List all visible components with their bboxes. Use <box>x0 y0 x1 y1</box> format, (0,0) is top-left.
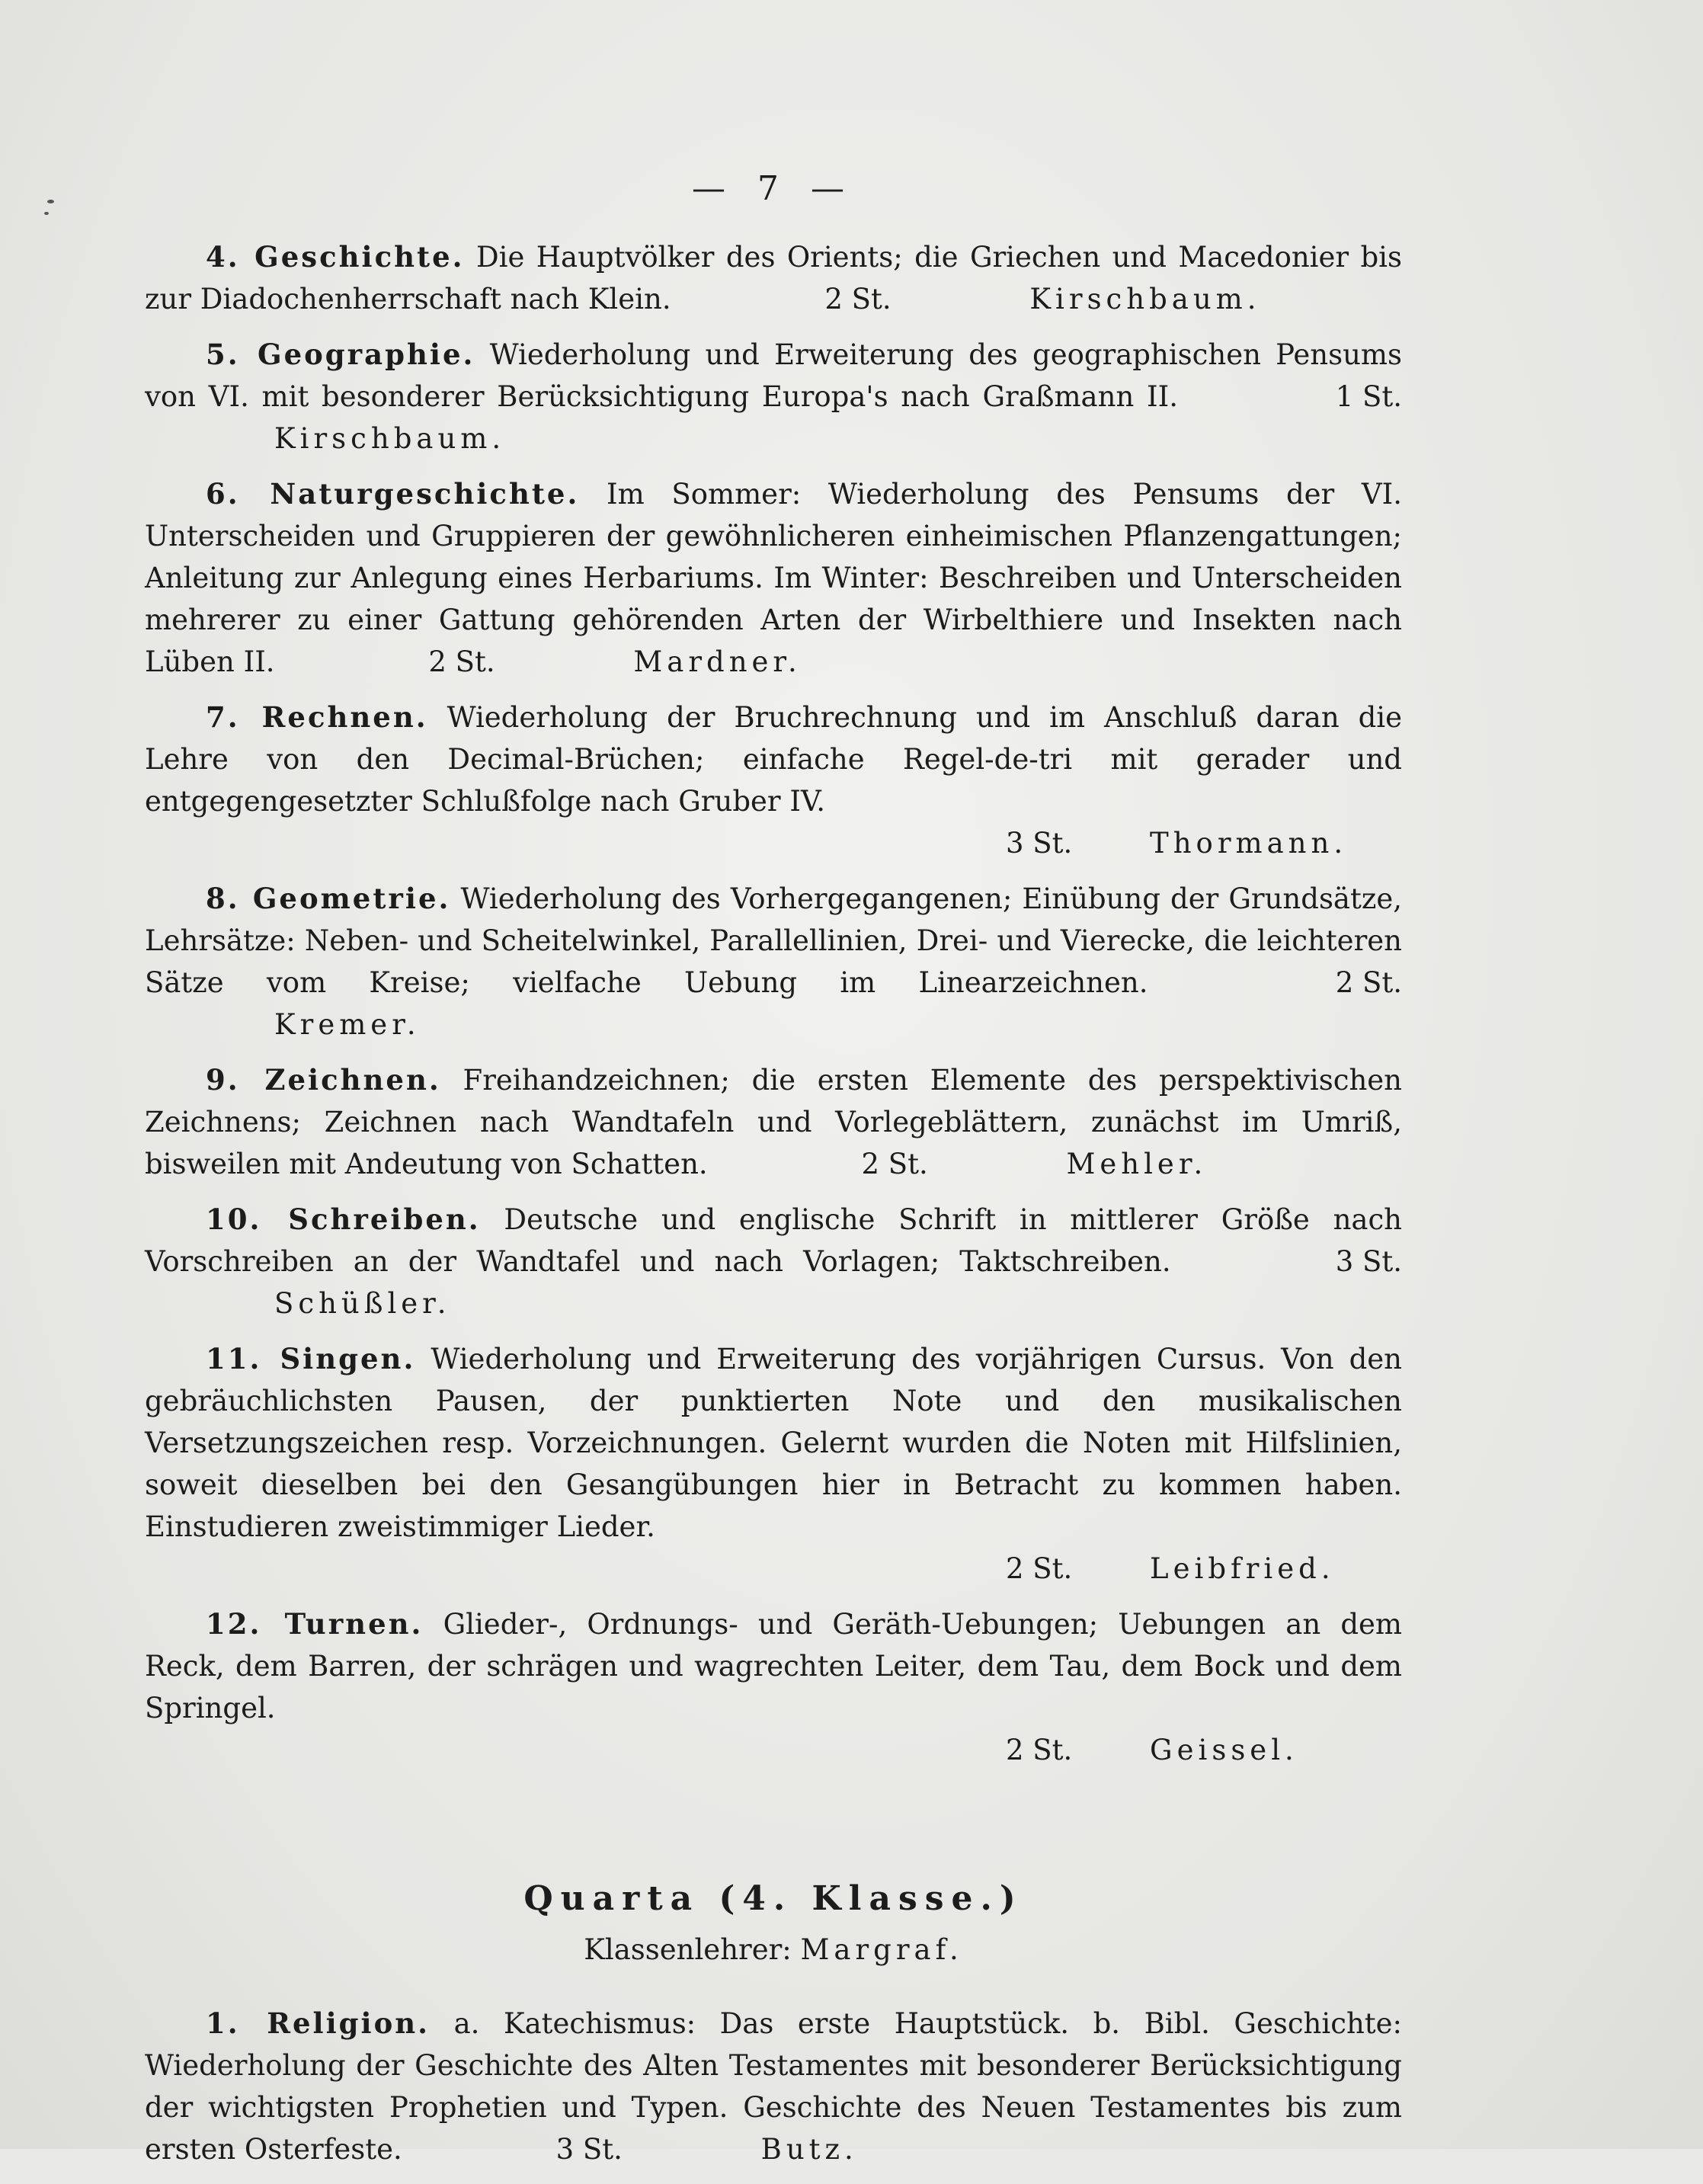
entry-text: Im Sommer: Wiederholung des Pensums der VI. Unterscheiden und Gruppieren der gewöhnlicheren einheimischen Pflanzengattungen; Anleitung zur Anlegung eines Herbariums. Im Winter: Beschreiben und Unterscheiden mehrerer zu einer Gattung gehörenden Arten der Wirbelthiere und Insekten nach Lüben II. <box>145 478 1402 678</box>
entry-rechnen <box>145 697 1402 864</box>
entry-text: Wiederholung und Erweiterung des geographischen Pensums von VI. mit besonderer Berücksichtigung Europa's nach Graßmann II. <box>145 338 1402 413</box>
class-teacher <box>145 1929 1402 1971</box>
entry-schreiben <box>145 1199 1402 1324</box>
entry-hours: 1 St. <box>1335 380 1403 413</box>
entry-teacher: Schüßler. <box>274 1287 451 1320</box>
entry-teacher: Mehler. <box>1066 1148 1208 1180</box>
entry-hours: 3 St. <box>555 2133 623 2166</box>
entry-singen <box>145 1338 1402 1590</box>
entry-meta <box>145 822 1402 864</box>
entry-subject: 12. Turnen. <box>206 1607 424 1641</box>
entry-zeichnen <box>145 1059 1402 1185</box>
entry-religion <box>145 2003 1402 2170</box>
entry-hours: 3 St. <box>1335 1245 1402 1278</box>
entry-teacher: Leibfried. <box>1150 1552 1335 1585</box>
document-body <box>145 236 1402 2184</box>
entry-text: a. Katechismus: Das erste Hauptstück. b. Bibl. Geschichte: Wiederholung der Geschichte des Alten Testamentes mit besonderer Berücksichtigung der wichtigsten Prophetien und Typen. Geschichte des Neuen Testamentes bis zum ersten Osterfeste. <box>145 2007 1403 2166</box>
entry-geschichte <box>145 236 1402 320</box>
entry-hours: 2 St. <box>1006 1734 1073 1766</box>
entry-hours: 2 St. <box>1006 1552 1073 1585</box>
entry-teacher: Kirschbaum. <box>274 422 506 455</box>
entry-subject: 9. Zeichnen. <box>206 1063 441 1097</box>
entry-text: Deutsche und englische Schrift in mittlerer Größe nach Vorschreiben an der Wandtafel und nach Vorlagen; Taktschreiben. <box>145 1203 1403 1278</box>
entry-teacher: Kirschbaum. <box>1029 283 1261 315</box>
entry-hours: 2 St. <box>1335 966 1402 999</box>
entry-subject: 10. Schreiben. <box>206 1202 481 1236</box>
entry-naturgeschichte <box>145 473 1402 683</box>
entry-hours: 2 St. <box>428 645 495 678</box>
section-heading: Quarta (4. Klasse.) <box>523 1879 1023 1918</box>
scan-speck <box>44 212 49 215</box>
entry-text: Wiederholung der Bruchrechnung und im Anschluß daran die Lehre von den Decimal-Brüchen; einfache Regel-de-tri mit gerader und entgegengesetzter Schlußfolge nach Gruber IV. <box>145 701 1403 818</box>
entry-subject: 11. Singen. <box>206 1342 416 1375</box>
entry-subject: 8. Geometrie. <box>206 882 451 915</box>
entry-teacher: Mardner. <box>633 645 802 678</box>
class-teacher-label: Klassenlehrer: <box>584 1933 792 1966</box>
page-number: — 7 — <box>692 169 855 208</box>
entry-meta <box>145 1729 1402 1771</box>
entry-subject: 6. Naturgeschichte. <box>206 477 580 511</box>
entry-geographie <box>145 334 1402 460</box>
entry-geometrie <box>145 878 1402 1046</box>
entry-turnen <box>145 1603 1402 1771</box>
entry-text: Wiederholung und Erweiterung des vorjährigen Cursus. Von den gebräuchlichsten Pausen, der punktierten Note und den musikalischen Versetzungszeichen resp. Vorzeichnungen. Gelernt wurden die Noten mit Hilfslinien, soweit dieselben bei den Gesangübungen hier in Betracht zu kommen haben. Einstudieren zweistimmiger Lieder. <box>145 1343 1402 1543</box>
entry-text: Freihandzeichnen; die ersten Elemente des perspektivischen Zeichnens; Zeichnen nach Wandtafeln und Vorlegeblättern, zunächst im Umriß, bisweilen mit Andeutung von Schatten. <box>145 1064 1402 1180</box>
entry-hours: 3 St. <box>1006 827 1073 860</box>
class-teacher-name: Margraf. <box>800 1933 963 1966</box>
entry-text: Glieder-, Ordnungs- und Geräth-Uebungen; Uebungen an dem Reck, dem Barren, der schrägen und wagrechten Leiter, dem Tau, dem Bock und dem Springel. <box>145 1608 1402 1724</box>
entry-meta <box>145 1548 1402 1590</box>
entry-subject: 1. Religion. <box>206 2006 431 2040</box>
entry-subject: 4. Geschichte. <box>206 240 465 274</box>
entry-hours: 2 St. <box>861 1148 928 1180</box>
entry-hours: 2 St. <box>824 283 892 315</box>
entry-teacher: Kremer. <box>274 1008 421 1041</box>
entry-teacher: Geissel. <box>1150 1734 1298 1766</box>
entry-text: Wiederholung des Vorhergegangenen; Einübung der Grundsätze, Lehrsätze: Neben- und Scheitelwinkel, Parallellinien, Drei- und Vierecke, die leichteren Sätze vom Kreise; vielfache Uebung im Linearzeichnen. <box>145 882 1403 999</box>
entry-text: Die Hauptvölker des Orients; die Griechen und Macedonier bis zur Diadochenherrschaft nach Klein. <box>145 241 1402 315</box>
entry-teacher: Thormann. <box>1150 827 1348 860</box>
entry-subject: 7. Rechnen. <box>206 700 428 734</box>
entry-teacher: Butz. <box>760 2133 858 2166</box>
entry-subject: 5. Geographie. <box>206 338 475 371</box>
